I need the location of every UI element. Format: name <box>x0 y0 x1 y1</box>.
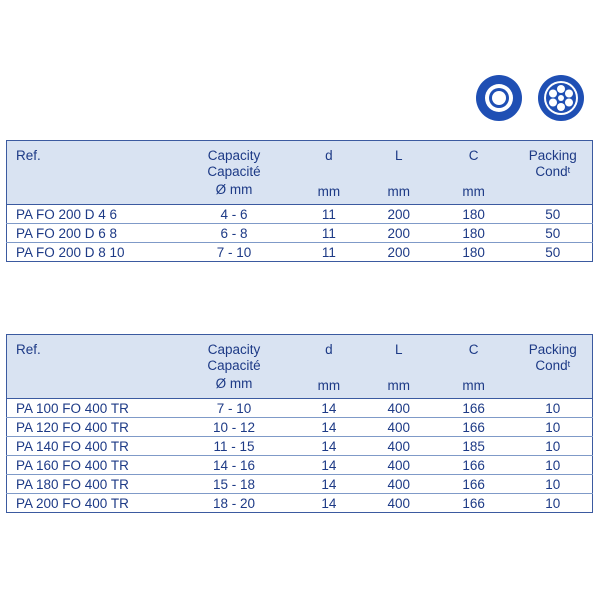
cell-packing: 50 <box>514 243 593 262</box>
col-c: C mm <box>462 342 485 393</box>
cell-l: 400 <box>364 475 434 494</box>
cable-type-icons <box>474 73 592 123</box>
cell-packing: 50 <box>514 224 593 243</box>
table-row <box>7 475 593 494</box>
cell-ref: PA FO 200 D 4 6 <box>7 205 175 224</box>
table-row <box>7 399 593 418</box>
cell-c: 166 <box>434 399 514 418</box>
cell-c: 180 <box>434 205 514 224</box>
cell-d: 11 <box>294 224 364 243</box>
cell-capacity: 14 - 16 <box>174 456 294 475</box>
cell-c: 166 <box>434 494 514 513</box>
table-row <box>7 243 593 262</box>
cell-c: 166 <box>434 475 514 494</box>
cell-d: 14 <box>294 475 364 494</box>
cell-capacity: 7 - 10 <box>174 243 294 262</box>
cell-l: 400 <box>364 399 434 418</box>
col-ref: Ref. <box>16 148 41 163</box>
table-row <box>7 224 593 243</box>
cell-packing: 10 <box>514 399 593 418</box>
cell-capacity: 4 - 6 <box>174 205 294 224</box>
col-capacity: Capacity Capacité Ø mm <box>207 148 261 197</box>
table-row <box>7 418 593 437</box>
col-ref: Ref. <box>16 342 41 357</box>
cell-l: 200 <box>364 243 434 262</box>
cell-capacity: 18 - 20 <box>174 494 294 513</box>
cell-capacity: 15 - 18 <box>174 475 294 494</box>
cell-ref: PA FO 200 D 8 10 <box>7 243 175 262</box>
table-row <box>7 205 593 224</box>
cell-c: 180 <box>434 243 514 262</box>
cell-capacity: 7 - 10 <box>174 399 294 418</box>
cell-packing: 10 <box>514 418 593 437</box>
cell-d: 11 <box>294 205 364 224</box>
cell-packing: 10 <box>514 475 593 494</box>
cell-l: 200 <box>364 205 434 224</box>
cell-d: 14 <box>294 456 364 475</box>
cell-capacity: 11 - 15 <box>174 437 294 456</box>
col-packing: Packing Cond$^t$ <box>528 342 577 373</box>
cell-l: 200 <box>364 224 434 243</box>
cell-c: 180 <box>434 224 514 243</box>
col-capacity: Capacity Capacité Ø mm <box>207 342 261 391</box>
table-row <box>7 437 593 456</box>
cell-c: 166 <box>434 456 514 475</box>
cell-l: 400 <box>364 456 434 475</box>
cell-d: 14 <box>294 494 364 513</box>
col-packing: Packing Cond$^t$ <box>528 148 577 179</box>
table-header <box>7 335 593 399</box>
spec-table-1 <box>6 140 593 262</box>
cell-capacity: 6 - 8 <box>174 224 294 243</box>
cell-l: 400 <box>364 437 434 456</box>
cell-d: 14 <box>294 437 364 456</box>
col-d: d mm <box>317 342 341 393</box>
cell-capacity: 10 - 12 <box>174 418 294 437</box>
cell-ref: PA 160 FO 400 TR <box>7 456 175 475</box>
spec-table-2 <box>6 334 593 513</box>
col-d: d mm <box>317 148 341 199</box>
cell-packing: 10 <box>514 494 593 513</box>
cell-d: 14 <box>294 399 364 418</box>
cell-ref: PA 100 FO 400 TR <box>7 399 175 418</box>
cell-packing: 50 <box>514 205 593 224</box>
cell-packing: 10 <box>514 437 593 456</box>
cell-ref: PA 120 FO 400 TR <box>7 418 175 437</box>
cell-c: 185 <box>434 437 514 456</box>
cell-c: 166 <box>434 418 514 437</box>
col-c: C mm <box>462 148 485 199</box>
cell-packing: 10 <box>514 456 593 475</box>
col-l: L mm <box>387 342 411 393</box>
table-header <box>7 141 593 205</box>
cell-ref: PA 180 FO 400 TR <box>7 475 175 494</box>
col-l: L mm <box>387 148 411 199</box>
cell-l: 400 <box>364 494 434 513</box>
multi-hole-cable-icon <box>536 73 586 123</box>
cell-l: 400 <box>364 418 434 437</box>
cell-d: 11 <box>294 243 364 262</box>
cell-ref: PA 140 FO 400 TR <box>7 437 175 456</box>
cell-ref: PA 200 FO 400 TR <box>7 494 175 513</box>
table-row <box>7 494 593 513</box>
table-row <box>7 456 593 475</box>
cell-d: 14 <box>294 418 364 437</box>
cell-ref: PA FO 200 D 6 8 <box>7 224 175 243</box>
single-hole-cable-icon <box>474 73 524 123</box>
